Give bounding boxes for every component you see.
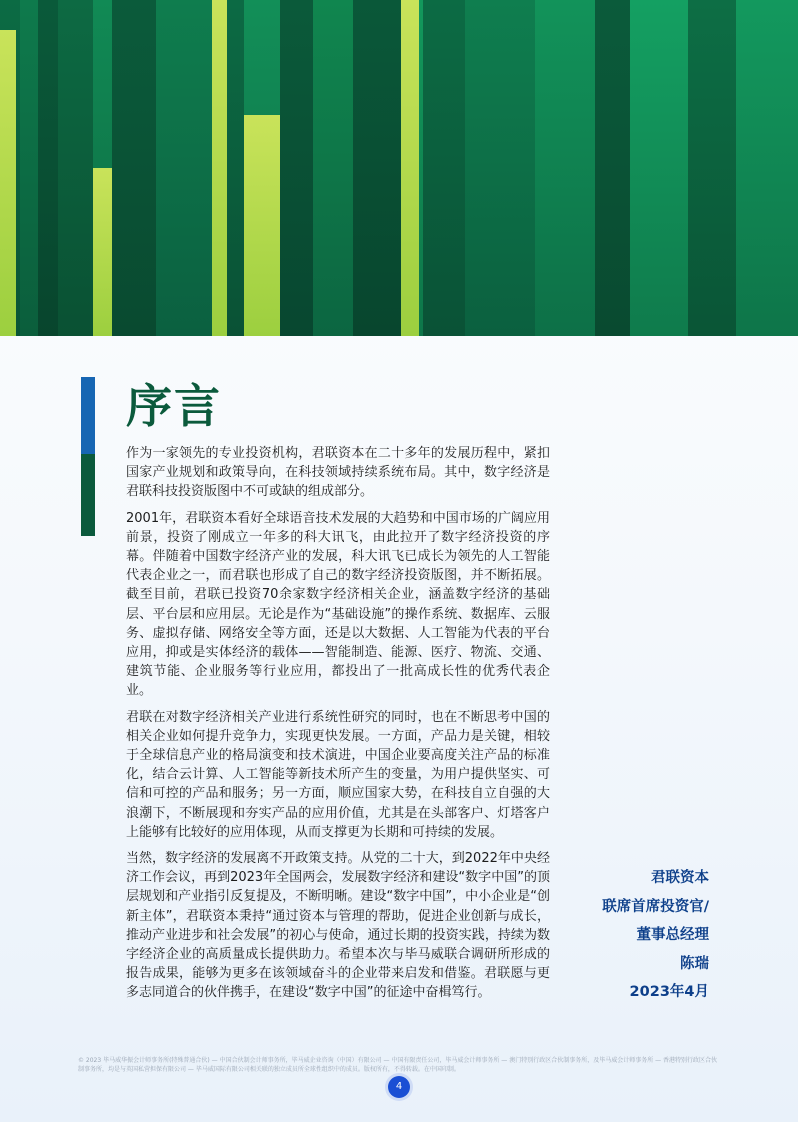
signature-title-line1: 联席首席投资官/ bbox=[602, 898, 709, 915]
banner-stripe bbox=[736, 0, 798, 336]
banner-stripe bbox=[630, 0, 688, 336]
signature-block bbox=[489, 864, 709, 1007]
banner-stripe bbox=[58, 0, 93, 336]
banner-lime-bar bbox=[244, 115, 280, 336]
banner-stripe bbox=[112, 0, 156, 336]
banner-stripe bbox=[353, 0, 401, 336]
paragraph: 作为一家领先的专业投资机构，君联资本在二十多年的发展历程中，紧扣国家产业规划和政策导向，在科技领域持续系统布局。其中，数字经济是君联科技投资版图中不可或缺的组成部分。 bbox=[126, 446, 550, 500]
banner-stripe bbox=[227, 0, 244, 336]
paragraph: 2001年，君联资本看好全球语音技术发展的大趋势和中国市场的广阔应用前景，投资了刚成立一年多的科大讯飞，由此拉开了数字经济投资的序幕。伴随着中国数字经济产业的发展，科大讯飞已成长为领先的人工智能代表企业之一，而君联也形成了自己的数字经济投资版图，并不断拓展。截至目前，君联已投资70余家数字经济相关企业，涵盖数字经济的基础层、平台层和应用层。无论是作为“基础设施”的操作系统、数据库、云服务、虚拟存储、网络安全等方面，还是以大数据、人工智能为代表的平台应用，抑或是实体经济的载体——智能制造、能源、医疗、物流、交通、建筑节能、企业服务等行业应用，都投出了一批高成长性的优秀代表企业。 bbox=[126, 510, 550, 699]
paragraph: 君联在对数字经济相关产业进行系统性研究的同时，也在不断思考中国的相关企业如何提升竞争力，实现更快发展。一方面，产品力是关键，相较于全球信息产业的格局演变和技术演进，中国企业要高度关注产品的标准化，结合云计算、人工智能等新技术所产生的变量，为用户提供坚实、可信和可控的产品和服务；另一方面，顺应国家大势，在科技自立自强的大浪潮下，不断展现和夯实产品的应用价值，尤其是在头部客户、灯塔客户上能够有比较好的应用体现，从而支撑更为长期和可持续的发展。 bbox=[126, 709, 550, 840]
banner-lime-bar bbox=[401, 0, 419, 336]
accent-bar-green bbox=[81, 454, 95, 536]
body-text bbox=[126, 444, 550, 1010]
banner-stripe bbox=[595, 0, 630, 336]
banner-stripe bbox=[423, 0, 465, 336]
banner-stripe bbox=[280, 0, 313, 336]
page-number-badge: 4 bbox=[388, 1076, 410, 1098]
paragraph: 当然，数字经济的发展离不开政策支持。从党的二十大，到2022年中央经济工作会议，再到2023年全国两会，发展数字经济和建设“数字中国”的顶层规划和产业指引反复提及，不断明晰。建设“数字中国”，中小企业是“创新主体”，君联资本秉持“通过资本与管理的帮助，促进企业创新与成长，推动产业进步和社会发展”的初心与使命，通过长期的投资实践，持续为数字经济企业的高质量成长提供助力。希望本次与毕马威联合调研所形成的报告成果，能够为更多在该领域奋斗的企业带来启发和借鉴。君联愿与更多志同道合的伙伴携手，在建设“数字中国”的征途中奋楫笃行。 bbox=[126, 851, 550, 1001]
banner-stripe bbox=[535, 0, 595, 336]
banner-stripe bbox=[465, 0, 535, 336]
banner-lime-bar bbox=[212, 0, 227, 336]
banner-lime-bar bbox=[0, 30, 16, 336]
banner-stripe bbox=[156, 0, 212, 336]
signature-name: 陈瑞 bbox=[680, 955, 709, 972]
banner-stripe bbox=[688, 0, 736, 336]
signature-title-line2: 董事总经理 bbox=[636, 927, 709, 943]
header-banner-graphic bbox=[0, 0, 798, 336]
page-title: 序言 bbox=[126, 379, 222, 433]
signature-org: 君联资本 bbox=[651, 870, 709, 886]
signature-date: 2023年4月 bbox=[629, 984, 709, 1000]
accent-bar-blue bbox=[81, 377, 95, 454]
banner-stripe bbox=[38, 0, 58, 336]
banner-lime-bar bbox=[93, 168, 112, 336]
banner-stripe bbox=[313, 0, 353, 336]
footer-disclaimer: © 2023 毕马威华振会计师事务所(特殊普通合伙) — 中国合伙制会计师事务所，毕马威企业咨询（中国）有限公司 — 中国有限责任公司，毕马威会计师事务所 — 澳门特别行政区合伙制事务所，及毕马威会计师事务所 — 香港特别行政区合伙制事务所，均是与英国私营担保有限公司 — 毕马威国际有限公司相关联的独立成员所全球性组织中的成员。版权所有，不得转载。在中国印制。 bbox=[78, 1057, 718, 1073]
banner-stripe bbox=[20, 0, 38, 336]
